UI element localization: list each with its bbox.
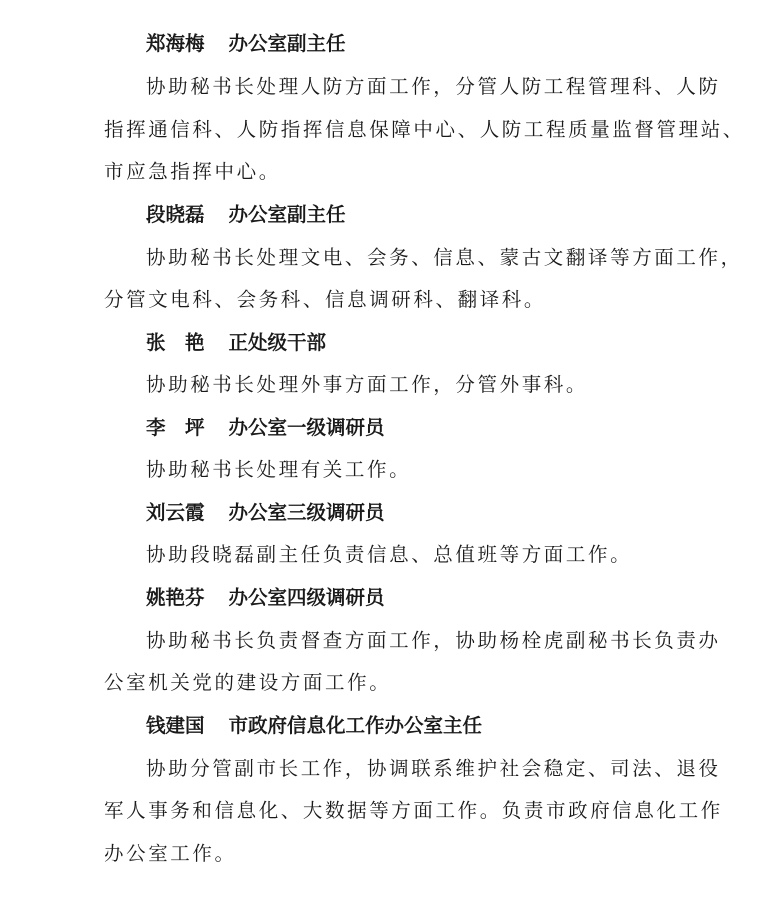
entry-title: 市政府信息化工作办公室主任 xyxy=(228,714,483,737)
entry-heading-liu-yunxia xyxy=(146,500,385,526)
entry-duty-line: 市应急指挥中心。 xyxy=(104,160,281,183)
entry-duty-line: 协助分管副市长工作，协调联系维护社会稳定、司法、退役 xyxy=(146,757,721,780)
entry-name: 郑海梅 xyxy=(146,32,205,55)
entry-name: 张 艳 xyxy=(146,331,205,354)
entry-duty-line: 协助秘书长负责督查方面工作，协助杨栓虎副秘书长负责办 xyxy=(146,629,721,652)
entry-duty-line: 协助秘书长处理人防方面工作，分管人防工程管理科、人防 xyxy=(146,75,721,98)
entry-duty-line: 办公室工作。 xyxy=(104,842,237,865)
entry-duty-line: 协助秘书长处理外事方面工作，分管外事科。 xyxy=(146,373,589,396)
entry-duty-line: 公室机关党的建设方面工作。 xyxy=(104,671,392,694)
entry-heading-zhang-yan xyxy=(146,330,326,356)
entry-title: 正处级干部 xyxy=(228,331,327,354)
entry-duty-line: 协助秘书长处理有关工作。 xyxy=(146,458,412,481)
entry-duty-line: 协助段晓磊副主任负责信息、总值班等方面工作。 xyxy=(146,543,633,566)
entry-duty-line: 分管文电科、会务科、信息调研科、翻译科。 xyxy=(104,288,547,311)
entry-heading-qian-jianguo xyxy=(146,713,482,739)
entry-name: 段晓磊 xyxy=(146,203,205,226)
entry-heading-yao-yanfen xyxy=(146,585,385,611)
entry-title: 办公室副主任 xyxy=(228,203,346,226)
entry-heading-zheng-haimei xyxy=(146,31,346,57)
entry-name: 钱建国 xyxy=(146,714,205,737)
entry-name: 李 坪 xyxy=(146,416,205,439)
entry-title: 办公室四级调研员 xyxy=(228,586,385,609)
entry-name: 姚艳芬 xyxy=(146,586,205,609)
entry-title: 办公室副主任 xyxy=(228,32,346,55)
entry-duty-line: 军人事务和信息化、大数据等方面工作。负责市政府信息化工作 xyxy=(104,799,723,822)
entry-duty-line: 指挥通信科、人防指挥信息保障中心、人防工程质量监督管理站、 xyxy=(104,118,745,141)
entry-name: 刘云霞 xyxy=(146,501,205,524)
entry-duty-line: 协助秘书长处理文电、会务、信息、蒙古文翻译等方面工作， xyxy=(146,246,743,269)
entry-heading-duan-xiaolei xyxy=(146,202,346,228)
entry-title: 办公室三级调研员 xyxy=(228,501,385,524)
entry-title: 办公室一级调研员 xyxy=(228,416,385,439)
entry-heading-li-ping xyxy=(146,415,385,441)
